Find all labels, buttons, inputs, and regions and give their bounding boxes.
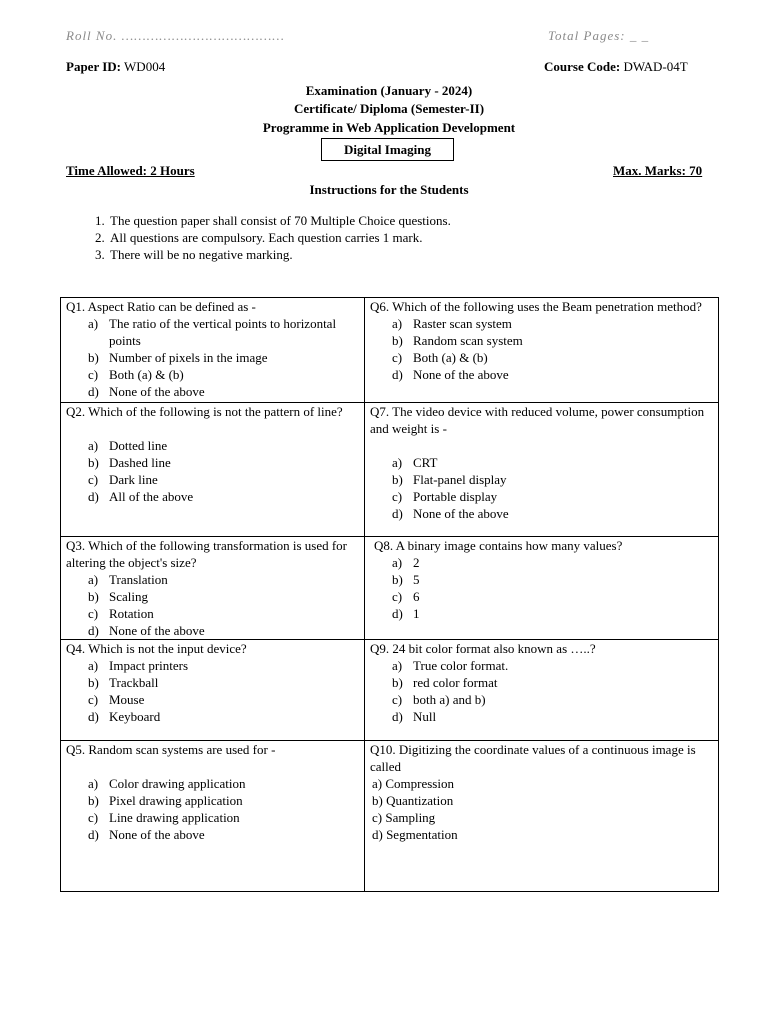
options-list [66, 315, 360, 400]
option-text: None of the above [413, 506, 509, 521]
option-item [88, 383, 360, 400]
option-text: 2 [413, 555, 420, 570]
option-item [392, 605, 714, 622]
option-item [88, 674, 360, 691]
option-label: b) [392, 675, 403, 690]
option-item [88, 657, 360, 674]
question-q2 [61, 403, 365, 537]
option-label: a) [392, 455, 403, 470]
option-label: a) [392, 316, 403, 331]
option-text: True color format. [413, 658, 509, 673]
option-label: b) [88, 350, 99, 365]
question-q3 [61, 537, 365, 640]
instruction-item: 1. The question paper shall consist of 70 Multiple Choice questions. [108, 212, 451, 229]
option-text: Translation [109, 572, 168, 587]
option-item [392, 454, 714, 471]
option-item [88, 488, 360, 505]
question-stem: Q1. Aspect Ratio can be defined as - [66, 299, 256, 314]
options-list [370, 554, 714, 622]
option-item [88, 588, 360, 605]
instructions-title: Instructions for the Students [309, 182, 469, 197]
option-text: Both (a) & (b) [109, 367, 184, 382]
options-list [370, 775, 714, 843]
time-allowed: Time Allowed: 2 Hours [66, 163, 195, 178]
question-q4 [61, 640, 365, 741]
question-q7 [365, 403, 719, 537]
option-text: red color format [413, 675, 498, 690]
option-item [88, 691, 360, 708]
option-label: d) [392, 367, 403, 382]
options-list [66, 775, 360, 843]
option-label: a) [88, 572, 99, 587]
course-code-value: DWAD-04T [623, 59, 688, 74]
option-item [392, 674, 714, 691]
question-stem: Q4. Which is not the input device? [66, 641, 247, 656]
option-label: b) [392, 333, 403, 348]
course-code-label: Course Code: [544, 59, 621, 74]
paper-id-value: WD004 [124, 59, 166, 74]
question-stem: Q8. A binary image contains how many values? [374, 538, 623, 553]
table-row [61, 403, 719, 537]
option-label: a) [88, 316, 99, 331]
question-stem: Q5. Random scan systems are used for - [66, 742, 276, 757]
option-item [392, 708, 714, 725]
option-text: Line drawing application [109, 810, 240, 825]
option-text: 1 [413, 606, 420, 621]
option-label: b) [88, 675, 99, 690]
option-label: d) [392, 606, 403, 621]
instruction-item: 3. There will be no negative marking. [108, 246, 451, 263]
option-text: 6 [413, 589, 420, 604]
paper-id-label: Paper ID: [66, 59, 122, 74]
option-label: d) [88, 709, 99, 724]
option-text: None of the above [109, 827, 205, 842]
option-item [88, 775, 360, 792]
option-text: None of the above [109, 384, 205, 399]
option-label: d) [88, 623, 99, 638]
option-label: d) [392, 709, 403, 724]
option-label: b) [392, 572, 403, 587]
option-text: Trackball [109, 675, 159, 690]
option-label: b) [88, 589, 99, 604]
question-stem: Q2. Which of the following is not the pattern of line? [66, 404, 343, 419]
option-item [392, 349, 714, 366]
option-item [392, 332, 714, 349]
option-item [88, 571, 360, 588]
option-item: a) Compression [372, 776, 454, 791]
question-stem: Q10. Digitizing the coordinate values of a continuous image is called [370, 742, 696, 774]
option-item [392, 691, 714, 708]
option-text: Dotted line [109, 438, 168, 453]
option-item [88, 366, 360, 383]
question-q8 [365, 537, 719, 640]
course-code [544, 59, 688, 75]
option-label: c) [392, 350, 403, 365]
option-item [392, 471, 714, 488]
paper-id [66, 59, 165, 75]
option-label: c) [392, 589, 403, 604]
option-item [88, 792, 360, 809]
option-item [392, 315, 714, 332]
option-text: Impact printers [109, 658, 189, 673]
options-list [370, 454, 714, 522]
option-item [392, 588, 714, 605]
table-row [61, 640, 719, 741]
question-q5 [61, 741, 365, 892]
option-label: c) [88, 692, 99, 707]
option-text: None of the above [413, 367, 509, 382]
option-text: None of the above [109, 623, 205, 638]
option-text: The ratio of the vertical points to horizontal points [109, 316, 337, 348]
option-item [392, 505, 714, 522]
option-item [88, 454, 360, 471]
option-text: Rotation [109, 606, 154, 621]
question-q6 [365, 298, 719, 403]
subject-box: Digital Imaging [321, 138, 454, 161]
option-text: both a) and b) [413, 692, 486, 707]
option-text: All of the above [109, 489, 194, 504]
option-item: d) Segmentation [372, 827, 458, 842]
option-item [88, 605, 360, 622]
option-text: Color drawing application [109, 776, 246, 791]
option-text: Pixel drawing application [109, 793, 243, 808]
option-label: d) [88, 827, 99, 842]
option-text: Flat-panel display [413, 472, 507, 487]
certificate-title: Certificate/ Diploma (Semester-II) [293, 101, 485, 116]
max-marks: Max. Marks: 70 [613, 163, 703, 178]
option-item [88, 349, 360, 366]
option-item [88, 315, 360, 349]
option-label: c) [88, 606, 99, 621]
option-text: Dashed line [109, 455, 171, 470]
option-label: b) [88, 793, 99, 808]
question-stem: Q3. Which of the following transformation is used for altering the object's size? [66, 538, 348, 570]
question-stem: Q7. The video device with reduced volume, power consumption and weight is - [370, 404, 705, 436]
option-text: Random scan system [413, 333, 523, 348]
option-label: a) [88, 438, 99, 453]
option-label: d) [88, 489, 99, 504]
option-item [392, 488, 714, 505]
option-label: a) [88, 776, 99, 791]
option-text: Number of pixels in the image [109, 350, 268, 365]
option-text: Dark line [109, 472, 158, 487]
option-text: Keyboard [109, 709, 161, 724]
options-list [66, 437, 360, 505]
option-label: d) [88, 384, 99, 399]
option-text: Scaling [109, 589, 148, 604]
table-row [61, 537, 719, 640]
option-item [88, 809, 360, 826]
roll-number: Roll No. ………………………………… [66, 28, 285, 43]
option-label: c) [88, 472, 99, 487]
question-q10 [365, 741, 719, 892]
option-text: Null [413, 709, 437, 724]
option-item [88, 708, 360, 725]
total-pages: Total Pages: _ _ [548, 28, 650, 43]
table-row [61, 298, 719, 403]
option-item [392, 554, 714, 571]
options-list [370, 315, 714, 383]
option-label: c) [392, 489, 403, 504]
question-q1 [61, 298, 365, 403]
instructions-list [68, 212, 451, 263]
option-item [392, 657, 714, 674]
option-label: a) [88, 658, 99, 673]
questions-table [60, 297, 719, 892]
option-text: CRT [413, 455, 438, 470]
programme-title: Programme in Web Application Development [262, 120, 516, 135]
option-item [88, 471, 360, 488]
option-item [392, 571, 714, 588]
option-label: b) [392, 472, 403, 487]
question-stem: Q9. 24 bit color format also known as …..? [370, 641, 596, 656]
option-label: c) [88, 810, 99, 825]
options-list [66, 657, 360, 725]
option-item: c) Sampling [372, 810, 436, 825]
option-text: Raster scan system [413, 316, 512, 331]
option-text: 5 [413, 572, 420, 587]
option-item [88, 826, 360, 843]
option-label: a) [392, 555, 403, 570]
option-item: b) Quantization [372, 793, 454, 808]
option-item [88, 437, 360, 454]
question-q9 [365, 640, 719, 741]
option-label: d) [392, 506, 403, 521]
option-item [88, 622, 360, 639]
option-label: c) [392, 692, 403, 707]
option-label: b) [88, 455, 99, 470]
option-item [392, 366, 714, 383]
options-list [66, 571, 360, 639]
option-label: a) [392, 658, 403, 673]
question-stem: Q6. Which of the following uses the Beam penetration method? [370, 299, 702, 314]
option-label: c) [88, 367, 99, 382]
exam-title: Examination (January - 2024) [305, 83, 473, 98]
option-text: Mouse [109, 692, 145, 707]
options-list [370, 657, 714, 725]
option-text: Portable display [413, 489, 498, 504]
table-row [61, 741, 719, 892]
option-text: Both (a) & (b) [413, 350, 488, 365]
instruction-item: 2. All questions are compulsory. Each question carries 1 mark. [108, 229, 451, 246]
